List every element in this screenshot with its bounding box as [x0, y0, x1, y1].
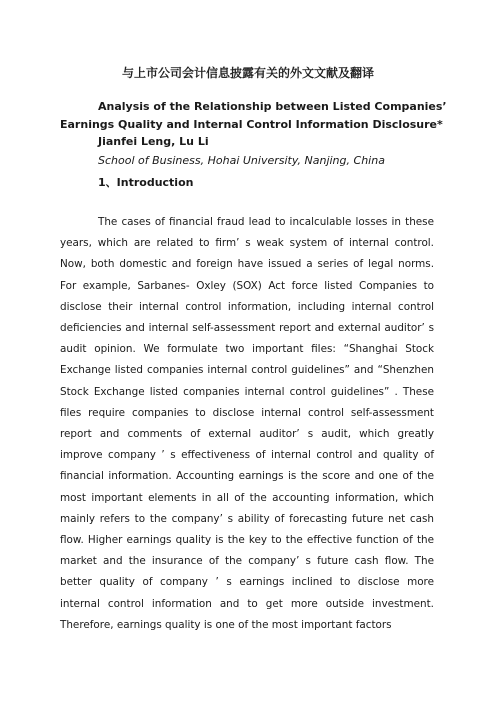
paper-title [60, 98, 466, 134]
paper-title-line-1: Analysis of the Relationship between Listed Companies’ [98, 100, 447, 113]
section-heading: 1、Introduction [98, 176, 194, 189]
affiliation: School of Business, Hohai University, Nanjing, China [98, 154, 385, 167]
body-paragraph: The cases of financial fraud lead to incalculable losses in these years, which are related to firm’ s weak system of internal control. Now, both domestic and foreign have issued a series of legal norms. For example, Sarbanes- Oxley (SOX) Act force listed Companies to disclose their internal control information, including internal control deficiencies and internal self-assessment report and external auditor’ s audit opinion. We formulate two important files: “Shanghai Stock Exchange listed companies internal control guidelines” and “Shenzhen Stock Exchange listed companies internal control guidelines” . These files require companies to disclose internal control self-assessment report and comments of external auditor’ s audit, which greatly improve company ’ s effectiveness of internal control and quality of financial information. Accounting earnings is the score and one of the most important elements in all of the accounting information, which mainly refers to the company’ s ability of forecasting future net cash flow. Higher earnings quality is the key to the effective function of the market and the insurance of the company’ s future cash flow. The better quality of company ’ s earnings inclined to disclose more internal control information and to get more outside investment. Therefore, earnings quality is one of the most important factors [60, 216, 434, 631]
chinese-title: 与上市公司会计信息披露有关的外文文献及翻译 [121, 66, 374, 80]
authors: Jianfei Leng, Lu Li [98, 135, 209, 148]
paper-title-line-2: Earnings Quality and Internal Control Information Disclosure* [60, 118, 443, 131]
